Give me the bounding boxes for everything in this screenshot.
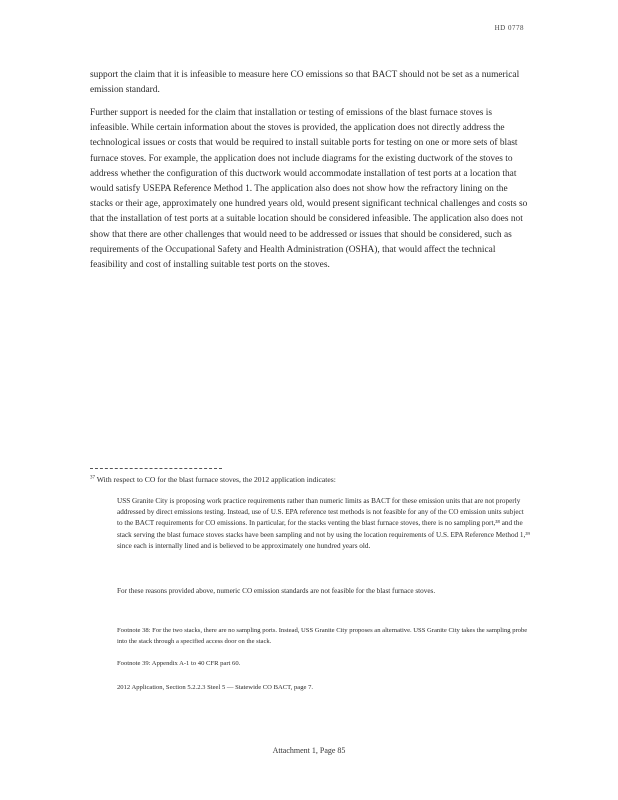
footnote-marker: 37 xyxy=(90,475,95,481)
body-paragraph-1: support the claim that it is infeasible to measure here CO emissions so that BACT should not be set as a numerical emission standard. xyxy=(90,70,520,96)
footnote-quote-1: USS Granite City is proposing work practice requirements rather than numeric limits as BACT for these emission units that are not properly addressed by direct emissions testing. Instead, use of U.S. EPA reference test methods is not feasible for any of the CO emission units subject to the BACT requirements for CO emissions. In particular, for the stacks venting the blast furnace stoves, there is no sampling port,³⁸ and the stack serving the blast furnace stoves stacks have been sampling and not by using the location requirements of U.S. EPA Reference Method 1,³⁹ since each is internally lined and is believed to be approximately one hundred years old. xyxy=(117,497,530,550)
footnote-citation-1: Footnote 38: For the two stacks, there are no sampling ports. Instead, USS Granite City proposes an alternative. USS Granite City takes the sampling probe into the stack through a specified access door on the stack. xyxy=(117,627,528,645)
footnote-citation-3: 2012 Application, Section 5.2.2.3 Steel 5 — Statewide CO BACT, page 7. xyxy=(117,684,314,691)
footnote-citation-2: Footnote 39: Appendix A-1 to 40 CFR part 60. xyxy=(117,660,241,667)
body-paragraph-2: Further support is needed for the claim that installation or testing of emissions of the blast furnace stoves is infeasible. While certain information about the stoves is provided, the application does not directly address the technological issues or costs that would be required to install suitable ports for testing on one or more sets of blast furnace stoves. For example, the application does not include diagrams for the existing ductwork of the stoves to address whether the configuration of this ductwork would accommodate installation of test ports at a location that would satisfy USEPA Reference Method 1. The application also does not show how the refractory lining on the stacks or their age, approximately one hundred years old, would present significant technical challenges and costs so that the installation of test ports at a suitable location should be considered infeasible. The application also does not show that there are other challenges that would need to be addressed or issues that should be considered, such as requirements of the Occupational Safety and Health Administration (OSHA), that would affect the technical feasibility and cost of installing suitable test ports on the stoves. xyxy=(90,108,528,271)
page-footer: Attachment 1, Page 85 xyxy=(272,746,346,755)
footnote-intro-text: With respect to CO for the blast furnace stoves, the 2012 application indicates: xyxy=(96,475,336,484)
footnote-intro xyxy=(90,474,530,485)
footnote-quote-2: For these reasons provided above, numeric CO emission standards are not feasible for the blast furnace stoves. xyxy=(117,587,436,595)
document-id: HD 0778 xyxy=(494,24,524,32)
footnote-separator xyxy=(90,468,222,469)
